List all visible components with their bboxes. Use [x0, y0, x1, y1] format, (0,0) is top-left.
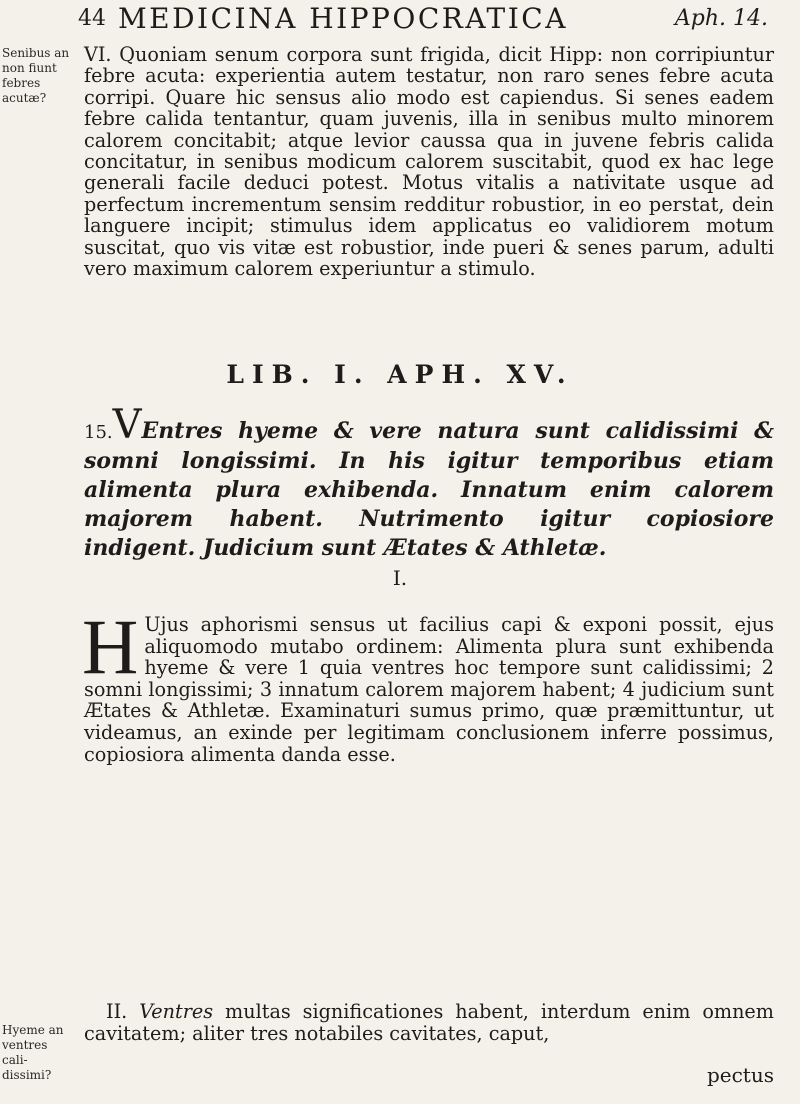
- commentary-number: I.: [392, 566, 408, 590]
- section-title: LIB. I. APH. XV.: [226, 360, 574, 389]
- running-head: MEDICINA HIPPOCRATICA: [118, 2, 568, 35]
- paragraph-ii-text: multas significationes habent, interdum enim omnem cavitatem; aliter tres notabiles cavitates, caput,: [84, 1000, 774, 1045]
- aphorism-text: Entres hyeme & vere natura sunt calidissimi & somni longissimi. In his igitur temporibus etiam alimenta plura exhibenda. Innatum enim calorem majorem habent. Nutrimento igitur copiosiore indigent. Judicium sunt Ætates & Athletæ.: [84, 418, 774, 561]
- margin-note-senibus: Senibus an non fiunt febres acutæ?: [2, 46, 70, 105]
- paragraph-ii-number: II.: [106, 1000, 128, 1023]
- paragraph-text: Quoniam senum corpora sunt frigida, dicit Hipp: non corripiuntur febre acuta: experientia autem testatur, non raro senes febre acuta corripi. Quare hic sensus alio modo est capiendus. Si senes eadem febre calida tentantur, quam juvenis, illa in senibus multo minorem calorem concitabit; atque levior caussa qua in juvene febris calida concitatur, in senibus modicum calorem suscitabit, quod ex hac lege generali facile deduci potest. Motus vitalis a nativitate usque ad perfectum incrementum sensim redditur robustior, in eo perstat, dein languere incipit; stimulus idem applicatus eo validiorem motum suscitat, quo vis vitæ est robustior, inde pueri & senes parum, adulti vero maximum calorem experiuntur a stimulo.: [84, 43, 774, 281]
- aphorism-number: 15.: [84, 422, 113, 443]
- paragraph-ii-term: Ventres: [139, 1000, 214, 1023]
- page-header: [78, 2, 768, 36]
- drop-cap: H: [82, 603, 139, 690]
- margin-note-hyeme: Hyeme an ventres cali- dissimi?: [2, 1023, 64, 1082]
- commentary-text: Ujus aphorismi sensus ut facilius capi & exponi possit, ejus aliquomodo mutabo ordinem: Alimenta plura sunt exhibenda hyeme & vere 1 quia ventres hoc tempore sunt calidissimi; 2 somni longissimi; 3 innatum calorem majorem habent; 4 judicium sunt Ætates & Athletæ. Examinaturi sumus primo, quæ præmittuntur, ut videamus, an exinde per legitimam conclusionem inferre possimus, copiosiora alimenta danda esse.: [84, 613, 774, 766]
- paragraph-ii: [84, 1001, 774, 1044]
- aphorism-reference: Aph. 14.: [674, 6, 768, 31]
- catchword: pectus: [706, 1063, 774, 1087]
- page-number: 44: [78, 6, 106, 31]
- commentary-paragraph: [82, 603, 774, 766]
- aphorism-text-block: [84, 402, 774, 563]
- aphorism-initial: V: [112, 402, 142, 448]
- paragraph-number: VI.: [84, 43, 112, 66]
- paragraph-vi: [84, 44, 774, 279]
